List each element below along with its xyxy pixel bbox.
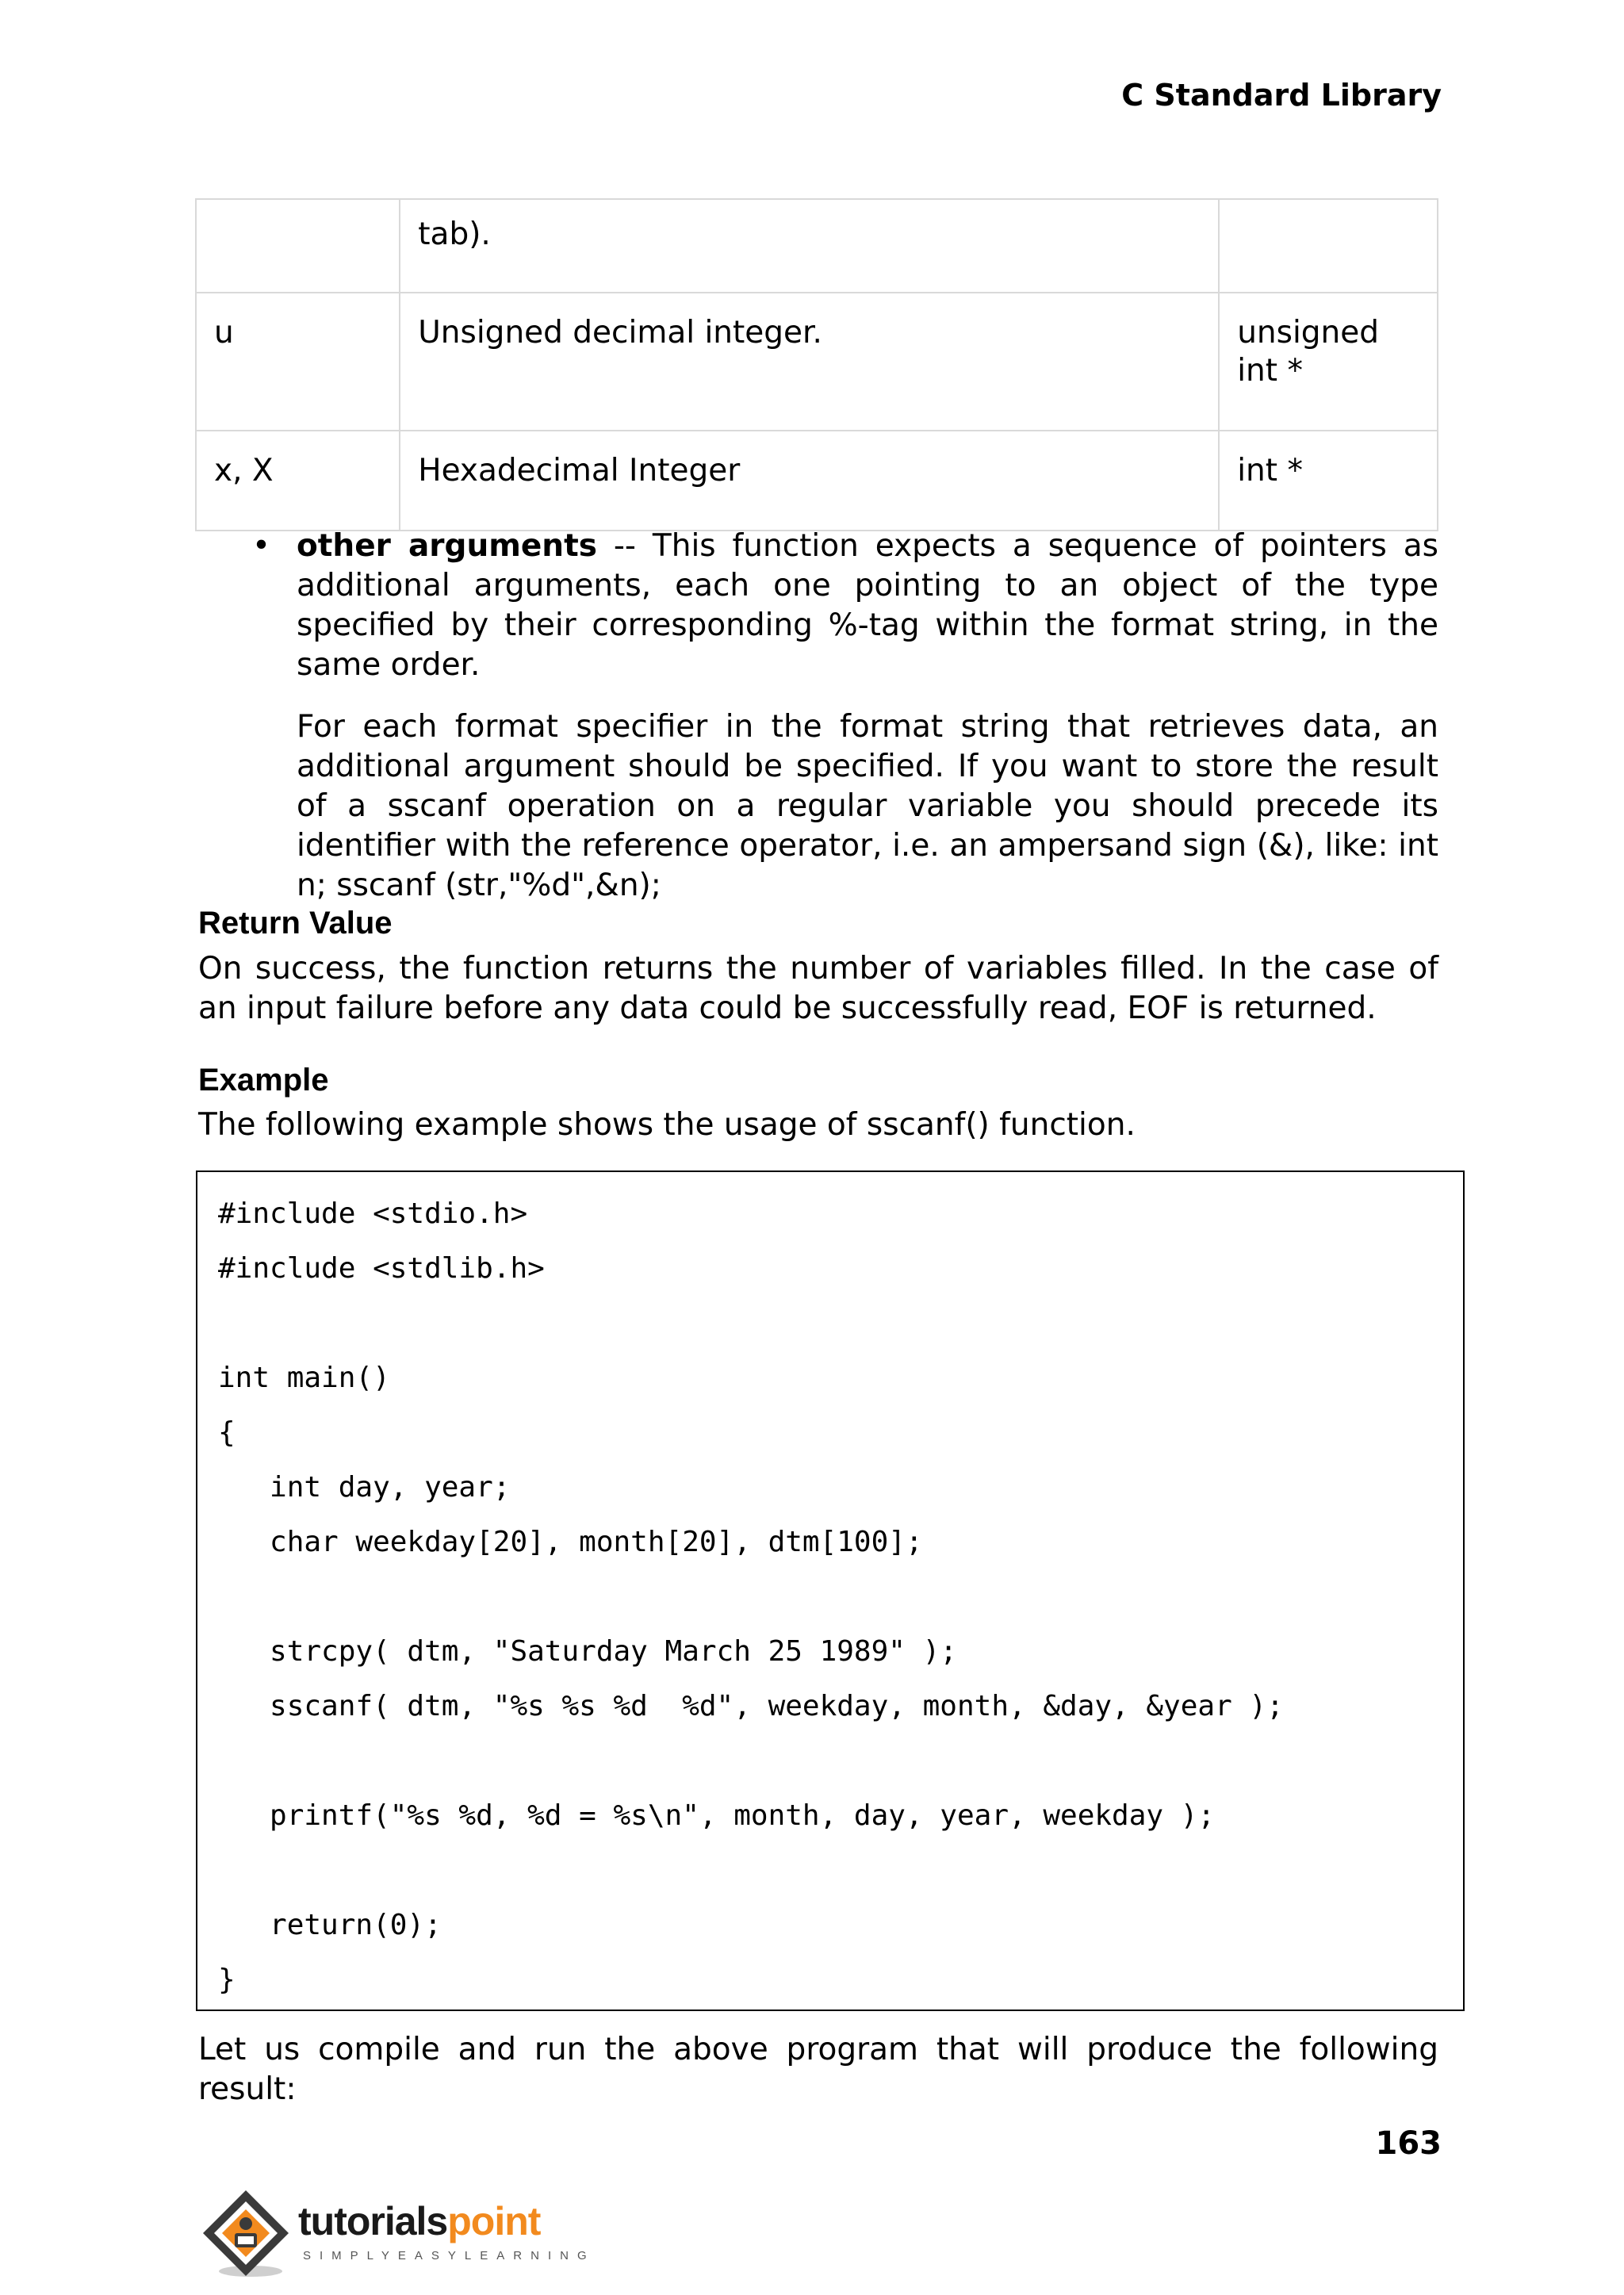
code-block <box>196 1170 1465 2011</box>
table-cell-description: Hexadecimal Integer <box>400 431 1219 531</box>
table-row <box>196 199 1438 293</box>
table-cell-description: Unsigned decimal integer. <box>400 293 1219 431</box>
table-cell-spec: x, X <box>196 431 400 531</box>
code-line <box>218 1296 1463 1351</box>
other-arguments-section <box>195 527 1438 906</box>
table-row <box>196 431 1438 531</box>
table-cell-type: int * <box>1219 431 1438 531</box>
code-line: strcpy( dtm, "Saturday March 25 1989" ); <box>218 1635 957 1668</box>
running-header: C Standard Library <box>1121 78 1442 113</box>
table-cell-type <box>1219 199 1438 293</box>
logo-tagline: SIMPLYEASYLEARNING <box>303 2249 596 2262</box>
bullet-dot-icon: • <box>252 528 271 564</box>
format-specifier-table <box>195 198 1438 531</box>
bullet-item <box>195 527 1438 906</box>
code-line: char weekday[20], month[20], dtm[100]; <box>218 1526 923 1558</box>
table-cell-type: unsigned int * <box>1219 293 1438 431</box>
logo-wordmark: tutorialspoint <box>298 2199 541 2243</box>
table-cell-spec: u <box>196 293 400 431</box>
bullet-followup: For each format specifier in the format string that retrieves data, an additional argument should be specified. If you want to store the result of a sscanf operation on a regular variable you should precede its identifier with the reference operator, i.e. an ampersand sign (&), like: int n; sscanf (str,"%d",&n); <box>297 709 1438 903</box>
bullet-text: -- This function expects a sequence of pointers as additional arguments, each one pointing to an object of the type specified by their corresponding %-tag within the format string, in the same order. <box>297 528 1439 683</box>
code-line <box>218 1569 1463 1624</box>
code-line <box>218 1734 1463 1788</box>
bullet-paragraph <box>297 527 1438 685</box>
table-cell-spec <box>196 199 400 293</box>
table-cell-description: tab). <box>400 199 1219 293</box>
example-outro: Let us compile and run the above program that will produce the following result: <box>198 2032 1438 2107</box>
code-line: printf("%s %d, %d = %s\n", month, day, year, weekday ); <box>218 1799 1216 1832</box>
code-line: sscanf( dtm, "%s %s %d %d", weekday, month, &day, &year ); <box>218 1690 1284 1722</box>
code-line: int day, year; <box>218 1471 511 1504</box>
return-value-heading: Return Value <box>198 906 393 941</box>
example-intro: The following example shows the usage of sscanf() function. <box>198 1107 1136 1143</box>
table-row <box>196 293 1438 431</box>
code-line <box>218 1843 1463 1898</box>
bullet-term: other arguments <box>297 528 597 564</box>
code-line: } <box>218 1964 236 1996</box>
page-number: 163 <box>1375 2125 1442 2162</box>
example-heading: Example <box>198 1063 329 1098</box>
tutorialspoint-logo <box>198 2187 596 2282</box>
code-line: #include <stdlib.h> <box>218 1252 545 1285</box>
return-value-text: On success, the function returns the number of variables filled. In the case of an input failure before any data could be successfully read, EOF is returned. <box>198 951 1438 1026</box>
logo-diamond-icon <box>198 2187 293 2282</box>
code-line: int main() <box>218 1362 390 1394</box>
code-line: return(0); <box>218 1909 442 1941</box>
code-line: #include <stdio.h> <box>218 1197 528 1230</box>
code-line: { <box>218 1416 236 1449</box>
